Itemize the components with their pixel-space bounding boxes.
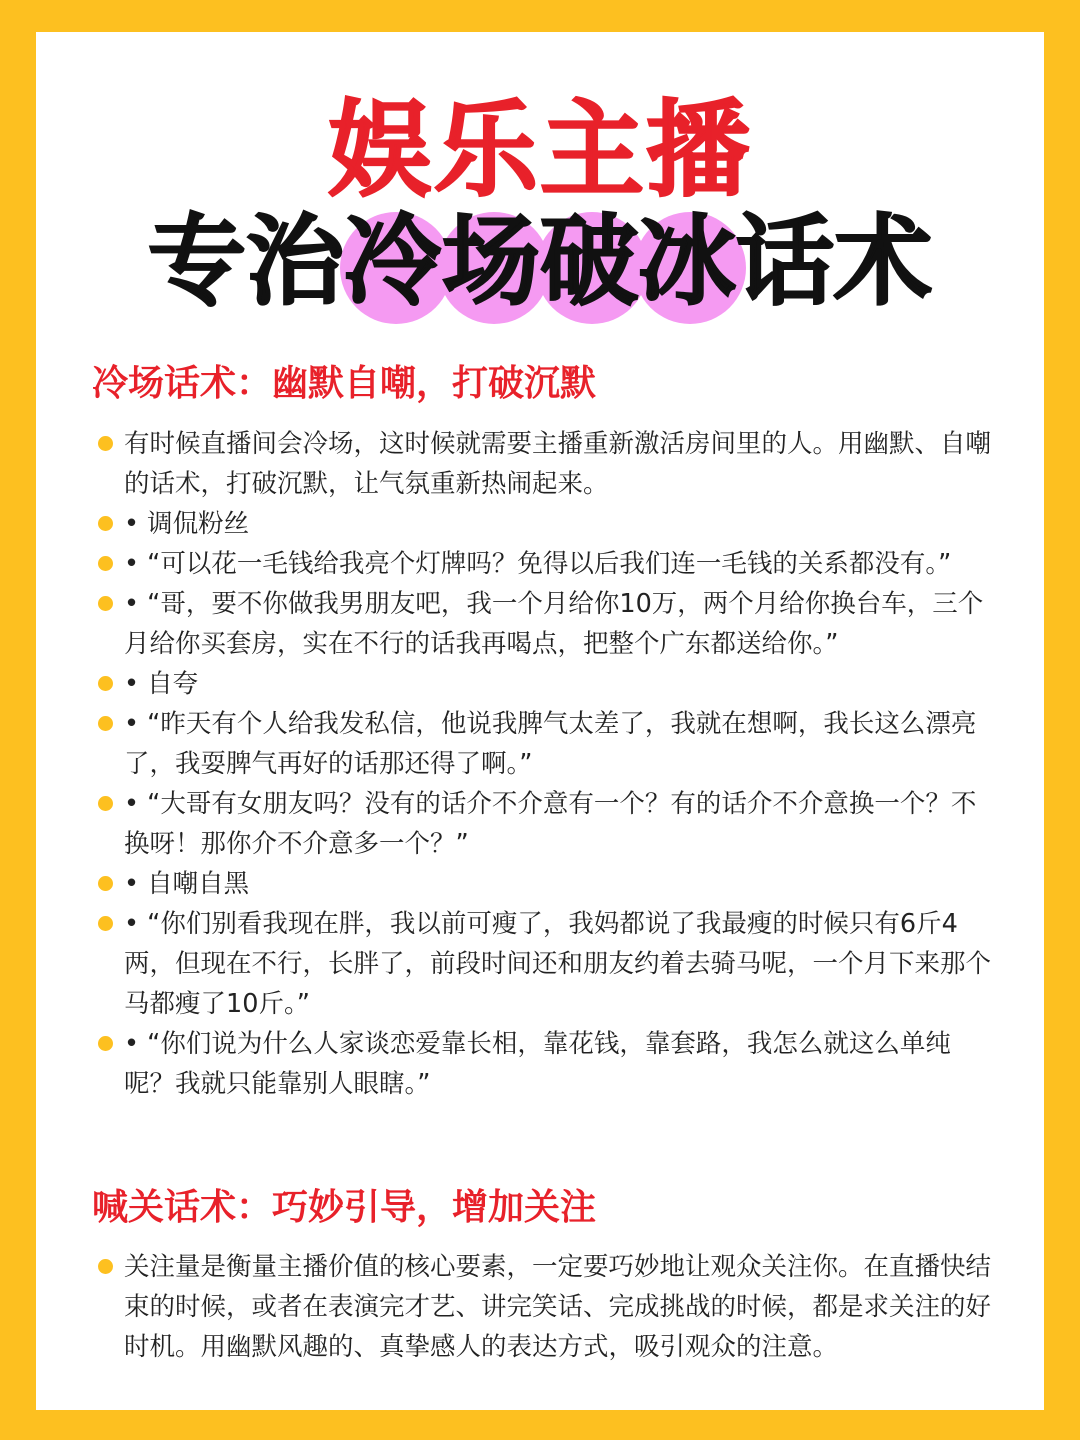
- list-item-text: • “昨天有个人给我发私信，他说我脾气太差了，我就在想啊，我长这么漂亮了，我耍脾气再好的话那还得了啊。”: [124, 709, 977, 779]
- list-item: [92, 704, 992, 784]
- list-item-text: • “你们说为什么人家谈恋爱靠长相，靠花钱，靠套路，我怎么就这么单纯呢？我就只能靠别人眼瞎。”: [124, 1029, 951, 1099]
- list-item: [92, 504, 992, 544]
- list-item: [92, 1247, 992, 1367]
- subtitle-highlight-char: 场: [442, 202, 540, 322]
- subtitle-start: 专治: [147, 205, 344, 319]
- list-item-text: • 调侃粉丝: [124, 509, 250, 539]
- section2-list: [92, 1247, 992, 1367]
- subtitle-end: 话术: [736, 205, 933, 319]
- subtitle-highlight-char: 冷: [344, 202, 442, 322]
- bullet-dot-icon: [98, 796, 113, 811]
- bullet-dot-icon: [98, 556, 113, 571]
- bullet-dot-icon: [98, 516, 113, 531]
- bullet-dot-icon: [98, 436, 113, 451]
- list-item: [92, 864, 992, 904]
- section1-list: [92, 424, 992, 1104]
- bullet-dot-icon: [98, 676, 113, 691]
- section1-heading: 冷场话术：幽默自嘲，打破沉默: [92, 363, 597, 404]
- bullet-dot-icon: [98, 876, 113, 891]
- content-card: [36, 32, 1044, 1410]
- list-item: [92, 1024, 992, 1104]
- list-item-text: 关注量是衡量主播价值的核心要素，一定要巧妙地让观众关注你。在直播快结束的时候，或者在表演完才艺、讲完笑话、完成挑战的时候，都是求关注的好时机。用幽默风趣的、真挚感人的表达方式，吸引观众的注意。: [124, 1252, 992, 1362]
- subtitle-highlight-char: 冰: [638, 202, 736, 322]
- list-item-text: • “大哥有女朋友吗？没有的话介不介意有一个？有的话介不介意换一个？不换呀！那你介不介意多一个？”: [124, 789, 977, 859]
- subtitle-highlight-char: 破: [540, 202, 638, 322]
- list-item: [92, 544, 992, 584]
- bullet-dot-icon: [98, 1036, 113, 1051]
- list-item: [92, 424, 992, 504]
- bullet-dot-icon: [98, 596, 113, 611]
- list-item: [92, 584, 992, 664]
- bullet-dot-icon: [98, 716, 113, 731]
- list-item-text: • “哥，要不你做我男朋友吧，我一个月给你10万，两个月给你换台车，三个月给你买套房，实在不行的话我再喝点，把整个广东都送给你。”: [124, 589, 984, 659]
- list-item: [92, 664, 992, 704]
- list-item: [92, 904, 992, 1024]
- list-item: [92, 784, 992, 864]
- list-item-text: • 自夸: [124, 669, 199, 699]
- list-item-text: • 自嘲自黑: [124, 869, 250, 899]
- bullet-dot-icon: [98, 1259, 113, 1274]
- page-subtitle: [36, 202, 1044, 322]
- list-item-text: • “可以花一毛钱给我亮个灯牌吗？免得以后我们连一毛钱的关系都没有。”: [124, 549, 952, 579]
- page-title: 娱乐主播: [327, 89, 752, 211]
- list-item-text: • “你们别看我现在胖，我以前可瘦了，我妈都说了我最瘦的时候只有6斤4两，但现在不行，长胖了，前段时间还和朋友约着去骑马呢，一个月下来那个马都瘦了10斤。”: [124, 909, 992, 1019]
- list-item-text: 有时候直播间会冷场，这时候就需要主播重新激活房间里的人。用幽默、自嘲的话术，打破沉默，让气氛重新热闹起来。: [124, 429, 992, 499]
- section2-heading: 喊关话术：巧妙引导，增加关注: [92, 1187, 597, 1228]
- bullet-dot-icon: [98, 916, 113, 931]
